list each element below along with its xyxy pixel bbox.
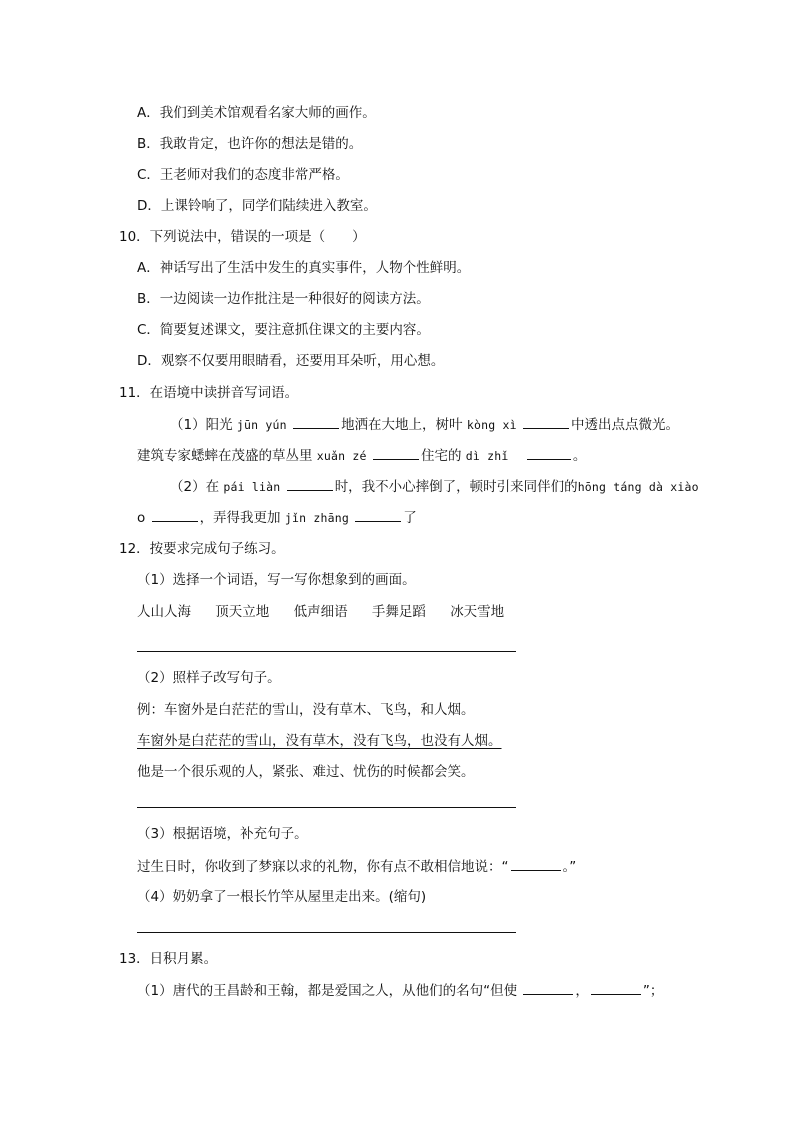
word-option: 低声细语: [293, 604, 348, 620]
q10-option-d: D．观察不仅要用眼睛看，还要用耳朵听，用心想。: [137, 353, 445, 369]
q12-text: 。”: [562, 859, 577, 875]
q12-example: 例：车窗外是白茫茫的雪山，没有草木、飞鸟，和人烟。: [137, 702, 475, 718]
q11-text: 地洒在大地上，树叶: [341, 417, 463, 433]
q12-word-list: [137, 602, 524, 622]
answer-blank[interactable]: [293, 414, 339, 429]
q11-text: 建筑专家蟋蟀在茂盛的草丛里: [137, 448, 313, 464]
q10-option-b: B．一边阅读一边作批注是一种很好的阅读方法。: [137, 291, 430, 307]
q9-option-a: A．我们到美术馆观看名家大师的画作。: [137, 105, 376, 121]
q11-text: （2）在: [170, 479, 220, 495]
word-option: 人山人海: [137, 604, 191, 620]
answer-blank[interactable]: [355, 507, 401, 522]
q11-text: o: [137, 510, 146, 526]
answer-blank[interactable]: [523, 980, 573, 995]
answer-blank[interactable]: [527, 445, 571, 460]
q11-line3: [170, 476, 699, 497]
q12-task-sentence: 他是一个很乐观的人，紧张、难过、忧伤的时候都会笑。: [137, 764, 475, 780]
q11-line2: [137, 445, 586, 466]
pinyin: pái liàn: [223, 480, 281, 494]
pinyin: hōng táng dà xiào: [577, 480, 699, 494]
answer-line[interactable]: [137, 932, 516, 933]
answer-blank[interactable]: [287, 476, 333, 491]
q12-sub3-text: [137, 856, 576, 877]
q13-text: （1）唐代的王昌龄和王翰，都是爱国之人，从他们的名句“但使: [137, 983, 518, 999]
pinyin: jǐn zhāng: [284, 511, 349, 525]
q9-option-c: C．王老师对我们的态度非常严格。: [137, 167, 349, 183]
q13-text: ”；: [642, 983, 664, 999]
q11-text: 。: [572, 448, 587, 464]
pinyin: kòng xì: [466, 418, 517, 432]
q11-text: 住宅的: [420, 448, 462, 464]
word-option: 顶天立地: [215, 604, 270, 620]
q10-stem: 10．下列说法中，错误的一项是（ ）: [119, 229, 366, 245]
q11-text: 中透出点点微光。: [571, 417, 680, 433]
q10-option-a: A．神话写出了生活中发生的真实事件，人物个性鲜明。: [137, 260, 471, 276]
word-option: 冰天雪地: [450, 604, 505, 620]
q12-sub1: （1）选择一个词语，写一写你想象到的画面。: [137, 572, 416, 588]
q10-option-c: C．简要复述课文，要注意抓住课文的主要内容。: [137, 322, 430, 338]
q9-option-b: B．我敢肯定，也许你的想法是错的。: [137, 136, 363, 152]
q11-text: （1）阳光: [170, 417, 233, 433]
q11-line4: [137, 507, 417, 528]
answer-blank[interactable]: [591, 980, 641, 995]
q9-option-d: D．上课铃响了，同学们陆续进入教室。: [137, 198, 377, 214]
q12-sub4: （4）奶奶拿了一根长竹竿从屋里走出来。(缩句): [137, 889, 427, 905]
answer-blank[interactable]: [511, 856, 561, 871]
q11-text: 时，我不小心摔倒了，顿时引来同伴们的: [334, 479, 578, 495]
q11-text: 了: [403, 510, 417, 526]
q12-example-rewrite: 车窗外是白茫茫的雪山，没有草木，没有飞鸟，也没有人烟。: [137, 733, 502, 749]
q13-stem: 13．日积月累。: [119, 951, 218, 967]
q13-sub1: [137, 980, 663, 1001]
answer-line[interactable]: [137, 651, 516, 652]
answer-blank[interactable]: [373, 445, 419, 460]
answer-line[interactable]: [137, 807, 516, 808]
answer-blank[interactable]: [152, 507, 198, 522]
q12-sub3: （3）根据语境，补充句子。: [137, 826, 308, 842]
pinyin: dì zhǐ: [465, 449, 509, 463]
q11-text: ，弄得我更加: [199, 510, 281, 526]
q12-stem: 12．按要求完成句子练习。: [119, 541, 285, 557]
pinyin: jūn yún: [236, 418, 287, 432]
q13-text: ，: [575, 983, 589, 999]
q11-line1: [170, 414, 679, 435]
q12-sub2: （2）照样子改写句子。: [137, 670, 281, 686]
answer-blank[interactable]: [523, 414, 569, 429]
q12-text: 过生日时，你收到了梦寐以求的礼物，你有点不敢相信地说：“: [137, 859, 509, 875]
word-option: 手舞足蹈: [371, 604, 426, 620]
pinyin: xuǎn zé: [316, 449, 367, 463]
q11-stem: 11．在语境中读拼音写词语。: [119, 385, 299, 401]
